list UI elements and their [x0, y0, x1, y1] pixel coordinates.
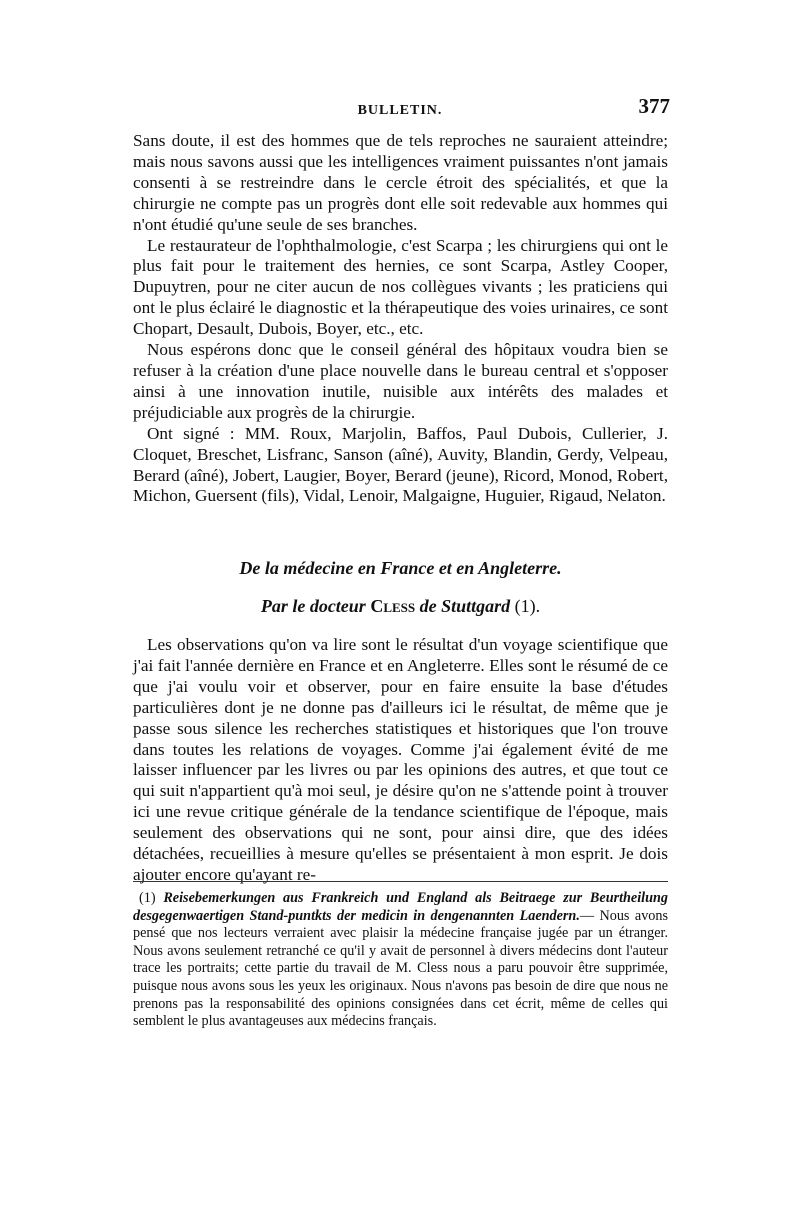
running-head	[130, 94, 670, 124]
article-byline	[133, 596, 668, 617]
footnote-text: — Nous avons pensé que nos lecteurs verraient avec plaisir la médecine française jugée par un étranger. Nous avons seulement retranché ce qu'il y avait de personnel à divers médecins dont l'auteur trace les portraits; cette partie du travail de M. Cless nous a paru pouvoir être supprimée, puisque nous avons sous les yeux les originaux. Nous n'avons pas besoin de dire que nous ne prenons pas la responsabilité des opinions consignées dans cet écrit, même de celles qui semblent le plus avantageuses aux médecins français.	[133, 907, 668, 1030]
article-text	[133, 635, 668, 886]
byline-prefix: Par le docteur	[260, 596, 371, 616]
footnote	[133, 890, 668, 1031]
bulletin-text	[133, 131, 668, 507]
byline-author: Cless	[370, 596, 416, 616]
paragraph: Les observations qu'on va lire sont le résultat d'un voyage scientifique que j'ai fait l'année dernière en France et en Angleterre. Elles sont le résumé de ce que j'ai voulu voir et observer, pour en faire ensuite la base d'études particulières dont je ne donne pas d'ailleurs ici le résultat, de même que je passe sous silence les recherches statistiques et historiques que l'on trouve dans toutes les relations de voyages. Comme j'ai également évité de me laisser influencer par les livres ou par les opinions des autres, et que tout ce qui suit n'appartient qu'à moi seul, je désire qu'on ne s'attende point à trouver ici une revue critique générale de la tendance scientifique de l'époque, mais seulement des observations qui ne sont, pour ainsi dire, que des idées détachées, recueillies à mesure qu'elles se présentaient à mon esprit. Je dois ajouter encore qu'ayant re-	[133, 635, 668, 884]
page-number: 377	[638, 94, 670, 118]
paragraph: Le restaurateur de l'ophthalmologie, c'est Scarpa ; les chirurgiens qui ont le plus fait pour le traitement des hernies, ce sont Scarpa, Astley Cooper, Dupuytren, pour ne citer aucun de nos collègues vivants ; les praticiens qui ont le plus éclairé le diagnostic et la thérapeutique des voies urinaires, ce sont Chopart, Desault, Dubois, Boyer, etc., etc.	[133, 235, 668, 339]
paragraph: Nous espérons donc que le conseil général des hôpitaux voudra bien se refuser à la création d'une place nouvelle dans le bureau central et s'opposer ainsi à une innovation inutile, nuisible aux intérêts des malades et préjudiciable aux progrès de la chirurgie.	[133, 340, 668, 422]
article-title: De la médecine en France et en Angleterre.	[239, 558, 562, 578]
byline-suffix: de Stuttgard	[415, 596, 511, 616]
signatories-paragraph: Ont signé : MM. Roux, Marjolin, Baffos, Paul Dubois, Cullerier, J. Cloquet, Breschet, Lisfranc, Sanson (aîné), Auvity, Blandin, Gerdy, Velpeau, Berard (aîné), Jobert, Laugier, Boyer, Berard (jeune), Ricord, Monod, Robert, Michon, Guersent (fils), Vidal, Lenoir, Malgaigne, Huguier, Rigaud, Nelaton.	[133, 423, 668, 506]
running-head-title: BULLETIN.	[357, 103, 443, 118]
paragraph: Sans doute, il est des hommes que de tels reproches ne sauraient atteindre; mais nous savons aussi que les intelligences vraiment puissantes n'ont jamais consenti à se restreindre dans le cercle étroit des spécialités, et que la chirurgie ne compte pas un progrès dont elle soit redevable aux hommes qui n'ont étudié qu'une seule de ses branches.	[133, 131, 668, 234]
footnote-reference: (1).	[514, 596, 541, 616]
footnote-source-title: Reisebemerkungen aus Frankreich und England als Beitraege zur Beurtheilung desgegenwaertigen Stand-puntkts der medicin in dengenannten Laendern.	[133, 890, 668, 924]
footnote-mark: (1)	[139, 890, 164, 906]
footnote-divider	[133, 881, 668, 882]
